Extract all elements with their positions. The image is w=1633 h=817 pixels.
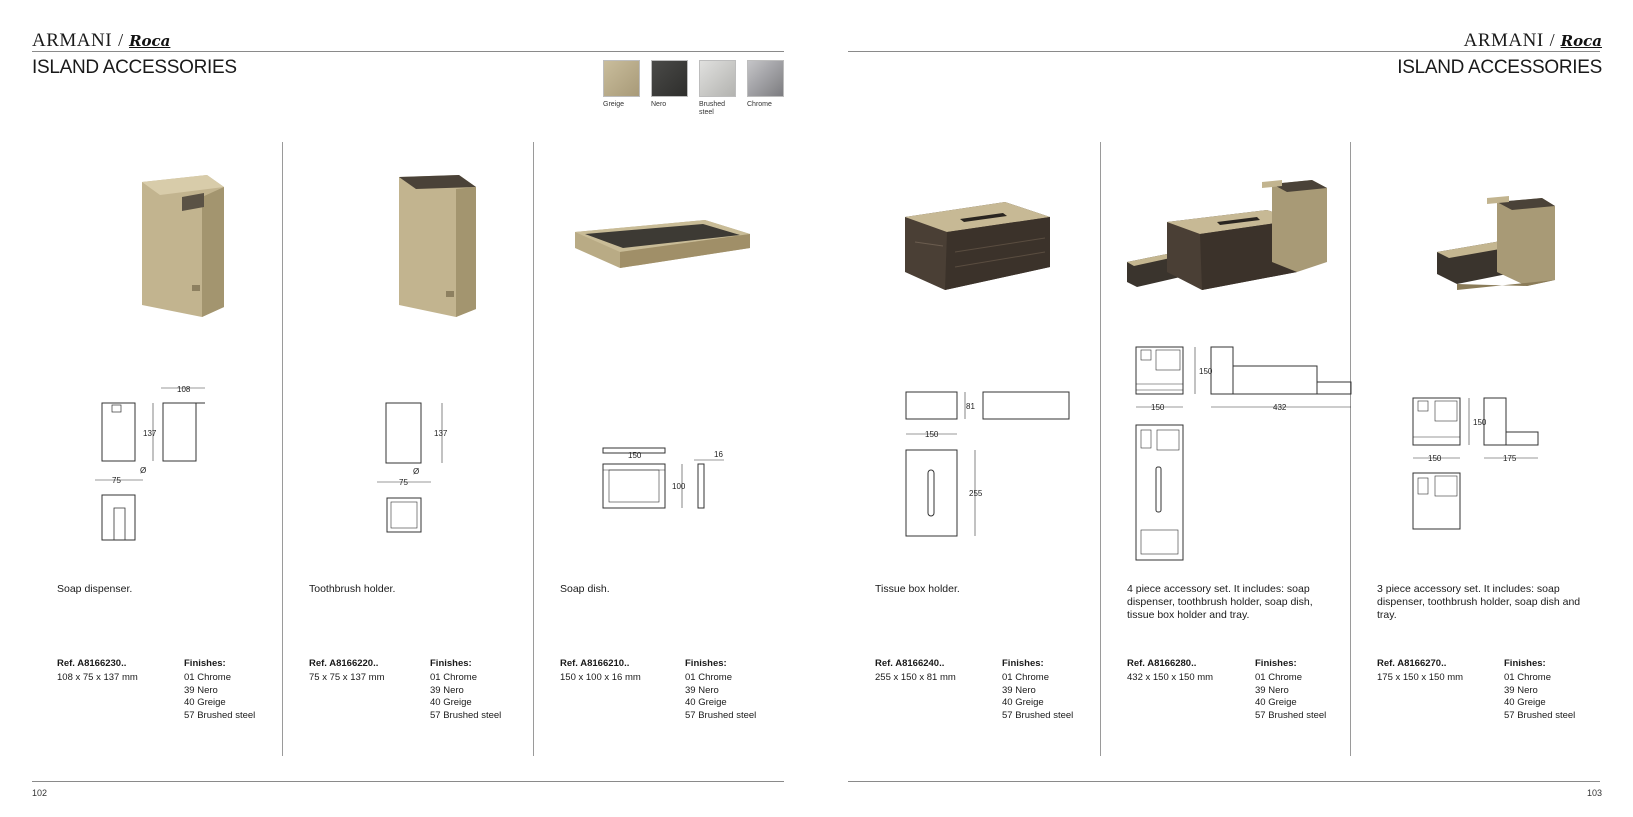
technical-drawing — [560, 372, 800, 692]
product-toothbrush-holder — [309, 142, 529, 756]
finish-item: 57 Brushed steel — [1002, 709, 1074, 721]
product-photo — [319, 152, 539, 332]
product-dimensions: 432 x 150 x 150 mm — [1127, 672, 1214, 683]
finish-item: 40 Greige — [184, 697, 226, 708]
roca-logo: Roca — [1560, 32, 1602, 50]
swatch-nero — [651, 60, 688, 118]
product-dimensions: 108 x 75 x 137 mm — [57, 672, 138, 683]
finish-item: 01 Chrome — [1504, 672, 1551, 683]
finish-item: 57 Brushed steel — [1504, 709, 1576, 721]
finish-item: 39 Nero — [685, 684, 719, 696]
product-description: Soap dispenser. — [57, 583, 133, 595]
finish-swatches — [603, 60, 784, 118]
swatch-label: Chrome — [747, 101, 772, 108]
finishes-heading: Finishes: — [685, 658, 727, 669]
finish-item: 57 Brushed steel — [1255, 709, 1327, 721]
product-ref: Ref. A8166280.. — [1127, 658, 1197, 669]
brand-logo — [1464, 30, 1602, 52]
finish-item: 40 Greige — [1255, 697, 1297, 708]
technical-drawing — [1377, 372, 1617, 692]
dim-length-label: 255 — [969, 489, 983, 498]
section-title: ISLAND ACCESSORIES — [1397, 57, 1602, 78]
product-soap-dispenser — [57, 142, 272, 756]
finishes-heading: Finishes: — [184, 658, 226, 669]
dim-diameter-label: Ø — [413, 467, 420, 476]
technical-drawing — [875, 372, 1115, 692]
footer-rule — [32, 781, 784, 782]
finish-item: 39 Nero — [1255, 684, 1289, 696]
dim-length-label: 175 — [1503, 454, 1517, 463]
swatch-brushed-steel — [699, 60, 736, 118]
finishes-list — [1002, 672, 1073, 722]
dim-width-label: 150 — [925, 430, 939, 439]
swatch-greige — [603, 60, 640, 118]
brand-separator: / — [118, 30, 124, 50]
dim-depth-label: 100 — [672, 482, 686, 491]
dim-height-label: 16 — [714, 450, 723, 459]
dim-diameter-label: Ø — [140, 466, 147, 475]
product-description: 3 piece accessory set. It includes: soap dispenser, toothbrush holder, soap dish and tray. — [1377, 583, 1581, 621]
dim-depth-label: 75 — [399, 478, 408, 487]
armani-logo: ARMANI — [1463, 30, 1544, 51]
finish-item: 01 Chrome — [184, 672, 231, 683]
dim-height-label: 150 — [1473, 418, 1487, 427]
finishes-heading: Finishes: — [1504, 658, 1546, 669]
product-photo — [1119, 152, 1339, 332]
swatch-chip — [603, 60, 640, 97]
finishes-heading: Finishes: — [1002, 658, 1044, 669]
footer-rule — [848, 781, 1600, 782]
right-page — [816, 0, 1632, 817]
product-description: Toothbrush holder. — [309, 583, 396, 595]
section-title: ISLAND ACCESSORIES — [32, 57, 237, 78]
dim-height-label: 150 — [1199, 367, 1213, 376]
swatch-label: Nero — [651, 101, 667, 108]
finish-item: 01 Chrome — [430, 672, 477, 683]
swatch-chrome — [747, 60, 784, 118]
product-ref: Ref. A8166270.. — [1377, 658, 1447, 669]
finish-item: 57 Brushed steel — [430, 709, 502, 721]
swatch-label: Greige — [603, 101, 625, 108]
product-ref: Ref. A8166240.. — [875, 658, 945, 669]
page-number: 102 — [32, 788, 48, 798]
product-photo — [67, 152, 287, 332]
product-photo — [1387, 152, 1607, 332]
product-dimensions: 150 x 100 x 16 mm — [560, 672, 641, 683]
page-number: 103 — [1586, 788, 1602, 798]
left-page — [0, 0, 816, 817]
finish-item: 40 Greige — [1504, 697, 1546, 708]
finishes-list — [430, 672, 501, 722]
finish-item: 39 Nero — [430, 684, 464, 696]
dim-height-label: 137 — [434, 429, 448, 438]
roca-logo: Roca — [129, 32, 171, 50]
finish-item: 40 Greige — [430, 697, 472, 708]
brand-separator: / — [1549, 30, 1555, 50]
finishes-list — [1255, 672, 1326, 722]
product-4-piece-set — [1127, 142, 1349, 756]
finish-item: 01 Chrome — [1002, 672, 1049, 683]
finish-item: 57 Brushed steel — [685, 709, 757, 721]
product-ref: Ref. A8166210.. — [560, 658, 630, 669]
swatch-chip — [747, 60, 784, 97]
dim-depth-label: 75 — [112, 476, 121, 485]
dim-depth-label: 150 — [1428, 454, 1442, 463]
product-description: 4 piece accessory set. It includes: soap dispenser, toothbrush holder, soap dish, tissue box holder and tray. — [1127, 583, 1313, 621]
product-3-piece-set — [1377, 142, 1599, 756]
finish-item: 40 Greige — [685, 697, 727, 708]
finish-item: 01 Chrome — [1255, 672, 1302, 683]
product-soap-dish — [560, 142, 780, 756]
finish-item: 57 Brushed steel — [184, 709, 256, 721]
swatch-label: Brushed steel — [699, 101, 726, 117]
product-dimensions: 255 x 150 x 81 mm — [875, 672, 956, 683]
finishes-list — [685, 672, 756, 722]
finish-item: 39 Nero — [1504, 684, 1538, 696]
product-tissue-box-holder — [875, 142, 1090, 756]
product-dimensions: 175 x 150 x 150 mm — [1377, 672, 1464, 683]
technical-drawing — [309, 372, 549, 692]
product-description: Soap dish. — [560, 583, 610, 595]
finish-item: 01 Chrome — [685, 672, 732, 683]
finish-item: 39 Nero — [184, 684, 218, 696]
armani-logo: ARMANI — [32, 30, 113, 51]
product-dimensions: 75 x 75 x 137 mm — [309, 672, 385, 683]
finishes-list — [1504, 672, 1575, 722]
finishes-heading: Finishes: — [1255, 658, 1297, 669]
product-photo — [875, 152, 1075, 332]
product-description: Tissue box holder. — [875, 583, 960, 595]
header-rule — [32, 51, 784, 52]
finish-item: 39 Nero — [1002, 684, 1036, 696]
product-photo — [560, 152, 760, 332]
dim-height-label: 137 — [143, 429, 157, 438]
dim-length-label: 432 — [1273, 403, 1287, 412]
swatch-chip — [651, 60, 688, 97]
dim-width-label: 108 — [177, 385, 191, 394]
brand-logo — [32, 30, 170, 52]
finishes-list — [184, 672, 255, 722]
finish-item: 40 Greige — [1002, 697, 1044, 708]
product-ref: Ref. A8166220.. — [309, 658, 379, 669]
dim-width-label: 150 — [628, 451, 642, 460]
swatch-chip — [699, 60, 736, 97]
product-ref: Ref. A8166230.. — [57, 658, 127, 669]
finishes-heading: Finishes: — [430, 658, 472, 669]
dim-height-label: 81 — [966, 402, 975, 411]
technical-drawing — [57, 372, 297, 692]
dim-depth-label: 150 — [1151, 403, 1165, 412]
header-rule — [848, 51, 1600, 52]
